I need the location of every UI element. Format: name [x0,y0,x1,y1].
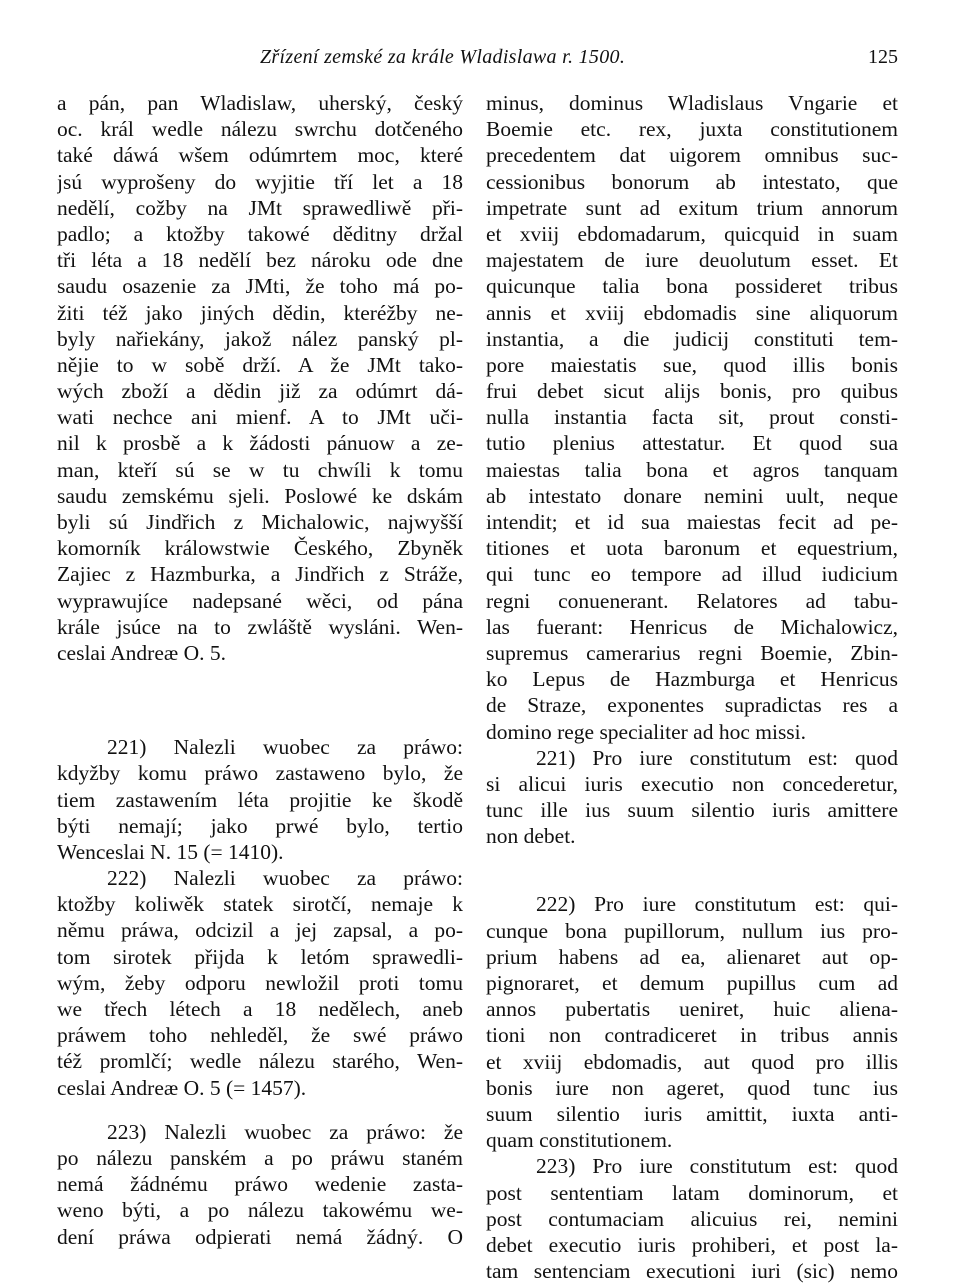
text-line: tutio plenius attestatur. Et quod sua [486,431,898,456]
text-line: instantia, a die judicij constituti tem- [486,326,898,351]
text-line: kdyžby komu práwo zastaweno bylo, že [57,761,463,786]
text-line: saudu osazenie za JMti, že toho má po- [57,274,463,299]
text-line: ko Lepus de Hazmburga et Henricus [486,667,898,692]
text-line: oc. král wedle nálezu swrchu dotčeného [57,117,463,142]
text-line: majestatem de iure deuolutum esset. Et [486,248,898,273]
text-line: prium habens ad ea, alienaret aut op- [486,944,898,969]
text-line: tioni non contradiceret in tribus annis [486,1023,898,1048]
text-line: et xviij ebdomadis, aut quod pro illis [486,1049,898,1074]
text-line: domino rege specialiter ad hoc missi. [486,719,807,744]
text-line: cessionibus bonorum ab intestato, que [486,169,898,194]
text-line: weno býti, a po nálezu takowému we- [57,1198,463,1223]
text-line: Zajiec z Hazmburka, a Jindřich z Stráže, [57,562,463,587]
text-line: nulla instantia facta sit, prout consti- [486,405,898,430]
text-line: též promlčí; wedle nálezu starého, Wen- [57,1049,463,1074]
text-line: němu práwa, odcizil a jej zapsal, a po- [57,918,463,943]
text-line: cunque bona pupillorum, nullum ius pro- [486,918,898,943]
text-line: byli sú Jindřich z Michalowic, najwyšší [57,510,463,534]
paragraph-gap [57,1101,463,1119]
text-line: wati nechce ani mienf. A to JMt uči- [57,405,463,430]
text-line: quam constitutionem. [486,1128,673,1153]
text-line: tunc ille ius suum silentio iuris amittere [486,798,898,823]
text-line: také dáwá wšem odúmrtem moc, které [57,143,463,168]
text-line: supremus camerarius regni Boemie, Zbin- [486,640,898,665]
text-line: po nálezu panském a po práwu staném [57,1145,463,1170]
text-line: las fuerant: Henricus de Michalowicz, [486,614,898,639]
text-line: intendit; et id sua maiestas fecit ad pe- [486,510,898,534]
text-line: non debet. [486,824,576,849]
text-line: post sententiam latam dominorum, et [486,1180,898,1205]
running-header: Zřízení zemské za krále Wladislawa r. 1500. [260,46,626,68]
text-line: Wenceslai N. 15 (= 1410). [57,839,284,864]
text-line: annis et xviij ebdomadis sine aliquorum [486,300,898,325]
page-number: 125 [868,46,898,68]
text-line: nemá žádnému práwo wedenie zasta- [57,1172,463,1197]
text-line: annos pubertatis ueniret, huic aliena- [486,997,898,1022]
text-line: a pán, pan Wladislaw, uherský, český [57,91,463,115]
text-line: tiem zastawením léta projitie ke škodě [57,787,463,812]
text-line: 221) Nalezli wuobec za práwo: [107,735,463,760]
text-line: impetrate sunt ad exitum trium annorum [486,195,898,220]
text-line: komorník králowstwie Českého, Zbyněk [57,536,463,561]
text-line: regni conuenerant. Relatores ad tabu- [486,588,898,613]
text-line: bonis iure non ageret, quod tunc ius [486,1075,898,1100]
text-line: post contumaciam alicuius rei, nemini [486,1206,898,1231]
text-line: nil k prosbě a k žádosti pánuow a ze- [57,431,463,456]
text-line: qui tunc eo tempore ad illud iudicium [486,562,898,587]
text-line: titiones et uota baronum et equestrium, [486,536,898,561]
text-line: žiti též jako jiných dědin, kteréžby ne- [57,300,463,325]
latin-text-column [486,90,898,1284]
text-line: 222) Nalezli wuobec za práwo: [107,866,463,891]
text-line: precedentem dat uigorem omnibus suc- [486,143,898,168]
text-line: wyprawujíce nadepsané wěci, od pána [57,588,463,613]
text-line: 223) Pro iure constitutum est: quod [536,1154,898,1179]
paragraph-gap [486,849,898,891]
text-line: frui debet sicut alijs bonis, pro quibus [486,379,898,404]
text-line: jsú wyprošeny do wyjitie tří let a 18 [57,169,463,194]
text-line: et xviij ebdomadarum, quicquid in suam [486,221,898,246]
text-line: práwem toho nehleděl, že swé práwo [57,1023,463,1048]
text-line: dení práwa odpierati nemá žádný. O [57,1224,463,1249]
text-line: wým, žeby odporu newložil proti tomu [57,970,463,995]
text-line: krále jsúce na to zwláště wysláni. Wen- [57,614,463,639]
text-line: ab intestato donare nemini uult, neque [486,483,898,508]
text-line: we třech létech a 18 nedělech, aneb [57,997,463,1021]
text-line: si alicui iuris executio non concederetur, [486,771,898,796]
text-line: nějie to w sobě drží. A že JMt tako- [57,352,463,377]
text-line: minus, dominus Wladislaus Vngarie et [486,91,898,115]
text-line: man, kteří sú se w tu chwíli k tomu [57,457,463,482]
text-line: suum silentio iuris amittit, iuxta anti- [486,1101,898,1126]
text-line: 222) Pro iure constitutum est: qui- [536,892,898,917]
text-line: pore maiestatis sue, quod illis bonis [486,352,898,377]
text-line: byly nařiekány, jakož nález panský pl- [57,326,463,351]
text-line: tam sentenciam executioni iuri (sic) nemo [486,1259,898,1284]
text-line: 221) Pro iure constitutum est: quod [536,745,898,770]
text-line: tom sirotek přijda k letóm sprawedli- [57,944,463,969]
text-line: pignoraret, et demum pupillus cum ad [486,971,898,995]
text-line: maiestas talia bona et agros tanquam [486,457,898,482]
text-line: debet executio iuris prohiberi, et post la- [486,1232,898,1257]
text-line: ceslai Andreæ O. 5. [57,640,226,665]
text-line: quicunque talia bona possideret tribus [486,274,898,299]
paragraph-gap [57,666,463,734]
text-line: nedělí, cožby na JMt sprawedliwě při- [57,195,463,220]
text-line: ceslai Andreæ O. 5 (= 1457). [57,1075,307,1100]
text-line: býti nemají; jako prwé bylo, tertio [57,813,463,838]
text-line: wých zboží a dědin již za odúmrt dá- [57,379,463,404]
text-line: saudu zemskému sjeli. Poslowé ke dskám [57,483,463,508]
text-line: Boemie etc. rex, juxta constitutionem [486,117,898,142]
czech-text-column [57,90,463,1250]
text-line: 223) Nalezli wuobec za práwo: že [107,1119,463,1144]
text-line: de Straze, exponentes supradictas res a [486,693,898,718]
text-line: ktožby koliwěk statek sirotčí, nemaje k [57,892,463,917]
text-line: tři léta a 18 nedělí bez nároku ode dne [57,248,463,273]
text-line: padlo; a ktožby takowé děditny držal [57,221,463,246]
